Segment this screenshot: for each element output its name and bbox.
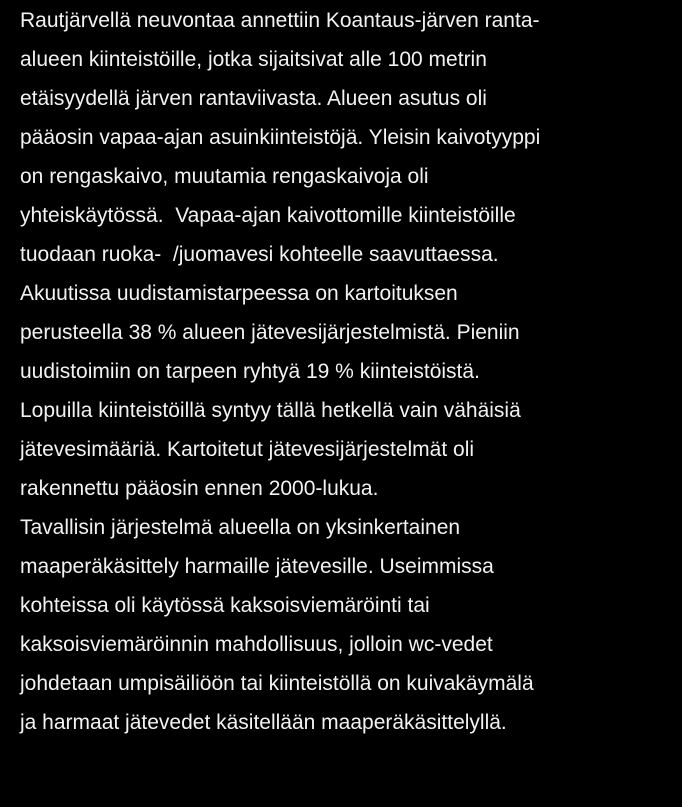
text-line: perusteella 38 % alueen jätevesijärjestelmistä. Pieniin: [20, 321, 520, 344]
text-line: alueen kiinteistöille, jotka sijaitsivat alle 100 metrin: [20, 48, 487, 71]
text-line: ja harmaat jätevedet käsitellään maaperäkäsittelyllä.: [20, 711, 507, 734]
text-line: jätevesimääriä. Kartoitetut jätevesijärjestelmät oli: [20, 438, 475, 461]
text-line: yhteiskäytössä. Vapaa-ajan kaivottomille kiinteistöille: [20, 204, 516, 227]
text-line: pääosin vapaa-ajan asuinkiinteistöjä. Yleisin kaivotyyppi: [20, 126, 541, 149]
text-line: rakennettu pääosin ennen 2000-lukua.: [20, 477, 379, 500]
text-line: kohteissa oli käytössä kaksoisviemäröinti tai: [20, 594, 430, 617]
text-line: Lopuilla kiinteistöillä syntyy tällä hetkellä vain vähäisiä: [20, 399, 521, 422]
text-line: maaperäkäsittely harmaille jätevesille. Useimmissa: [20, 555, 494, 578]
text-line: etäisyydellä järven rantaviivasta. Alueen asutus oli: [20, 87, 487, 110]
text-line: Tavallisin järjestelmä alueella on yksinkertainen: [20, 516, 461, 539]
text-line: Akuutissa uudistamistarpeessa on kartoituksen: [20, 282, 458, 305]
text-line: Rautjärvellä neuvontaa annettiin Koantaus-järven ranta-: [20, 9, 540, 32]
text-line: tuodaan ruoka- /juomavesi kohteelle saavuttaessa.: [20, 243, 499, 266]
text-line: uudistoimiin on tarpeen ryhtyä 19 % kiinteistöistä.: [20, 360, 480, 383]
body-text: [20, 0, 682, 742]
text-line: johdetaan umpisäiliöön tai kiinteistöllä on kuivakäymälä: [20, 672, 534, 695]
text-line: kaksoisviemäröinnin mahdollisuus, jolloin wc-vedet: [20, 633, 493, 656]
text-line: on rengaskaivo, muutamia rengaskaivoja oli: [20, 165, 429, 188]
